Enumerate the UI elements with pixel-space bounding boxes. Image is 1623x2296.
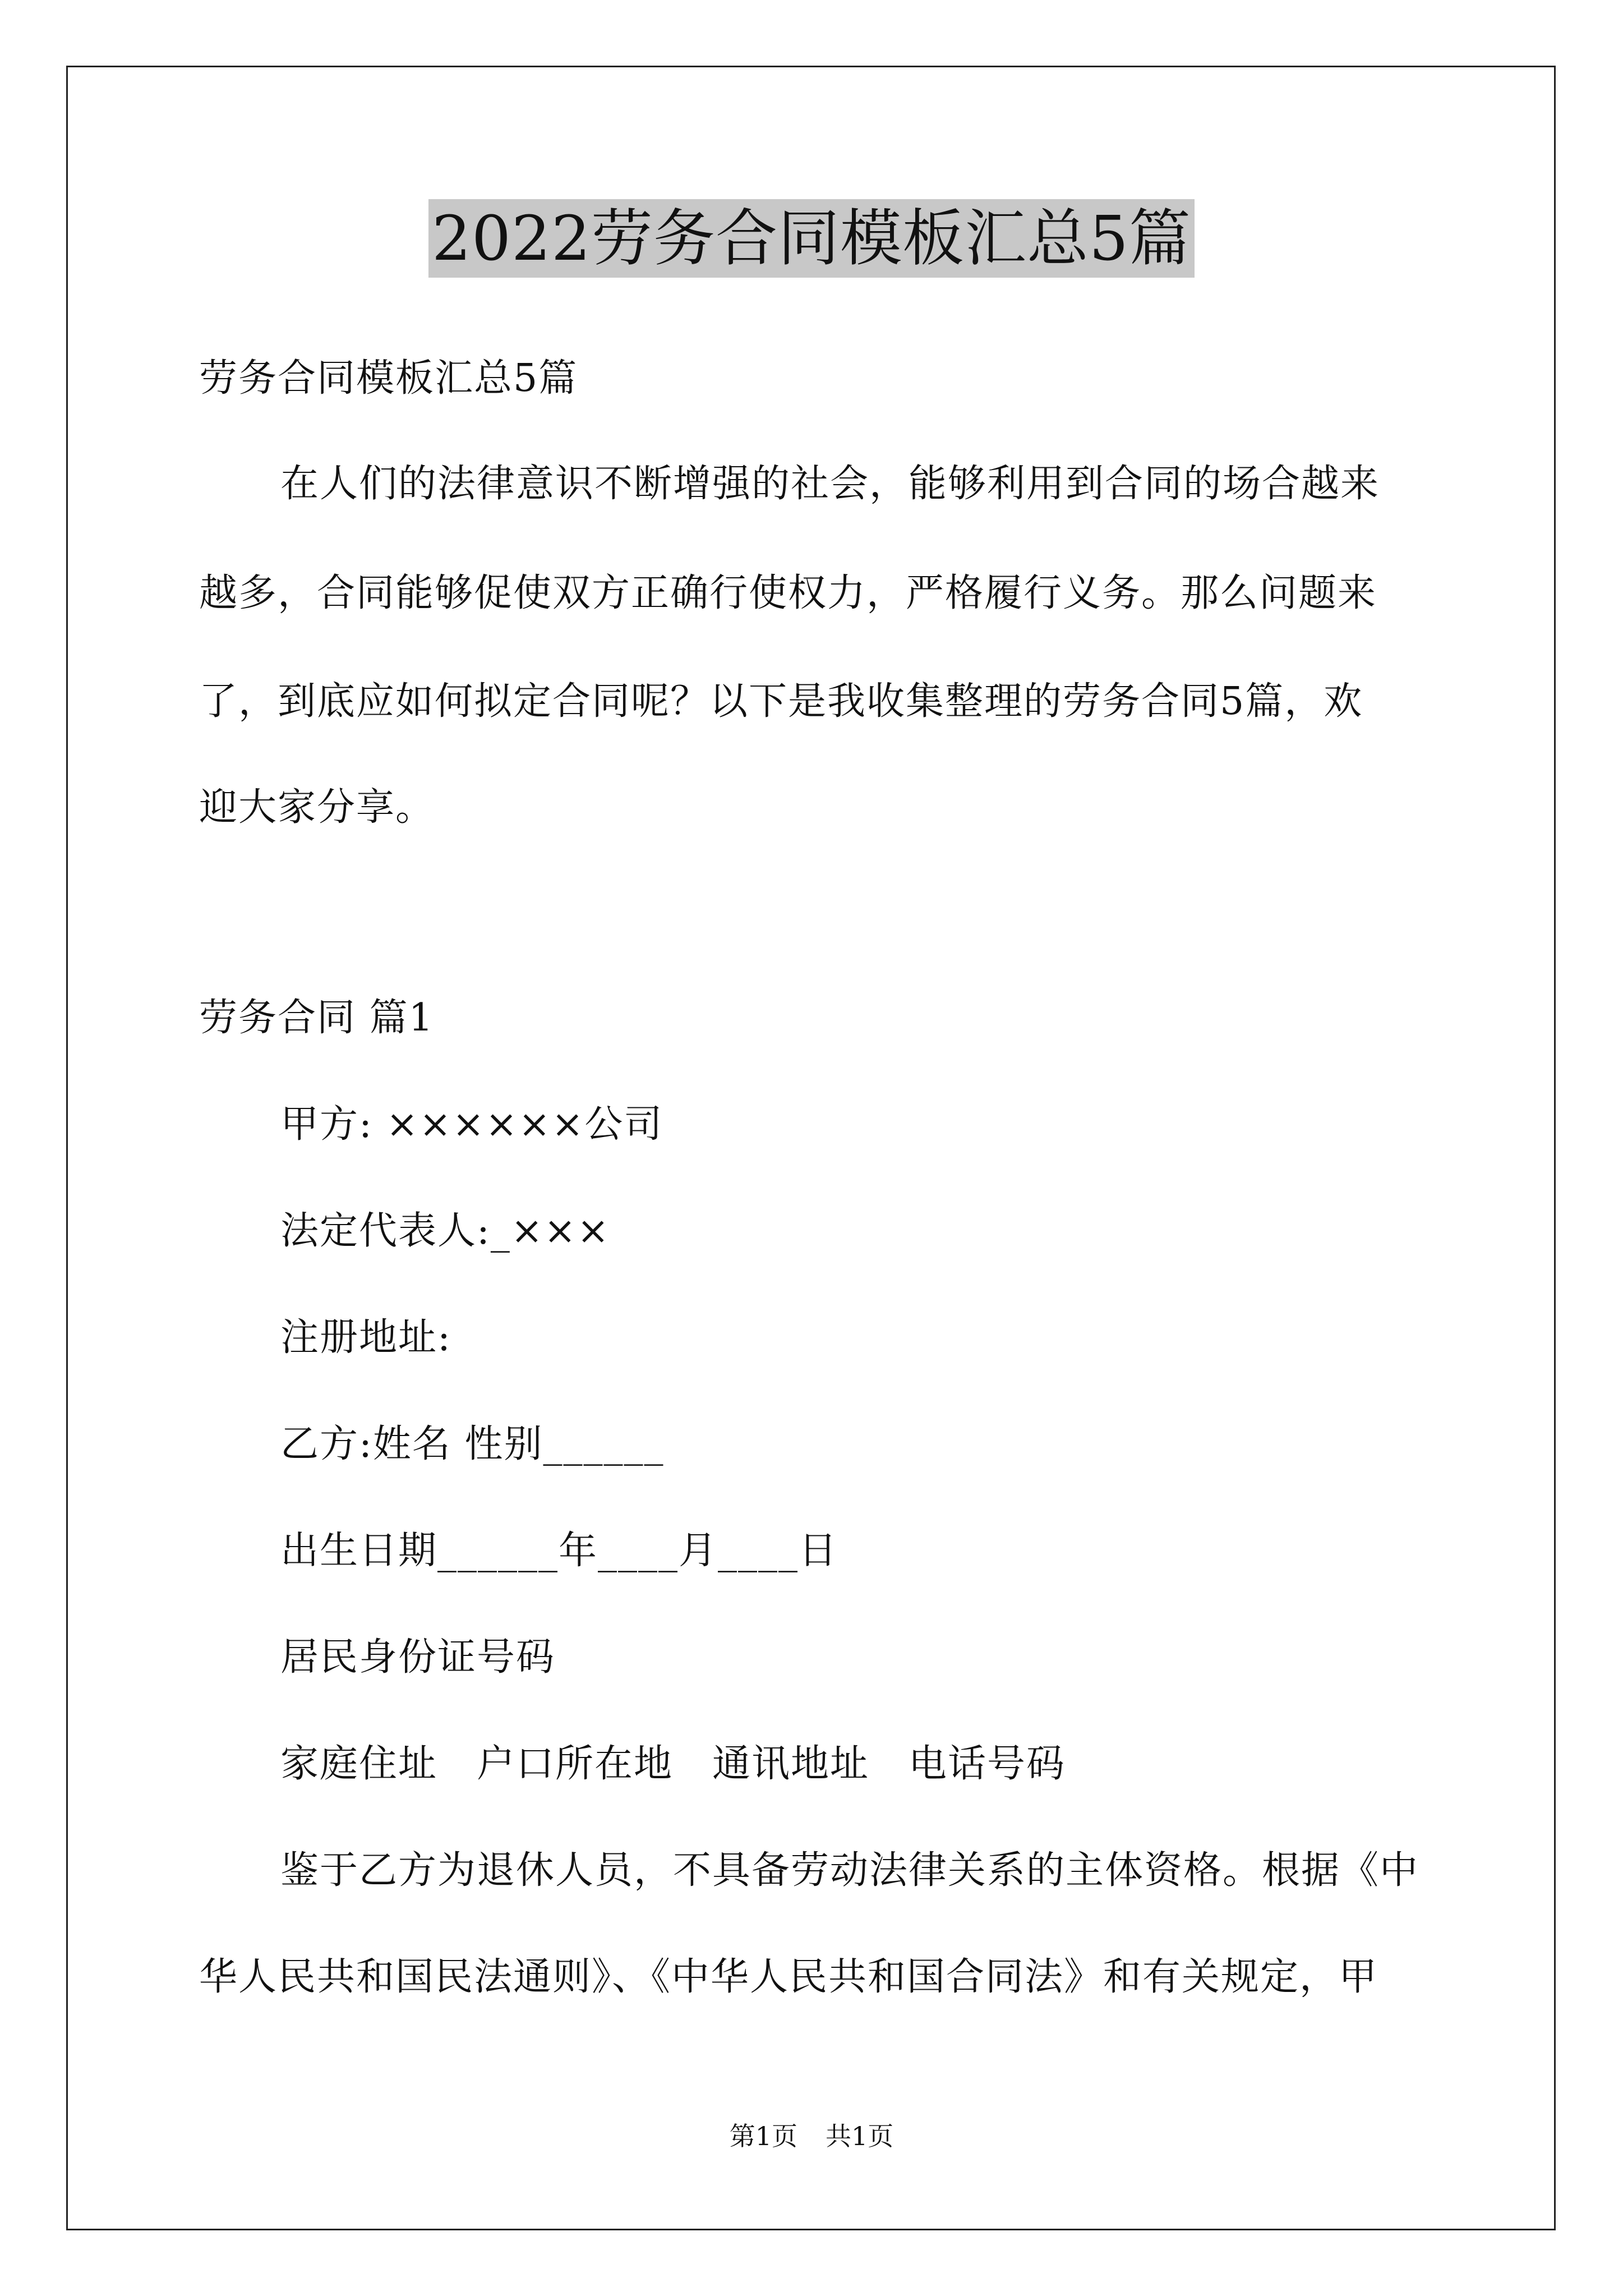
home-address-label: 家庭住址 — [280, 1742, 438, 1786]
body-line: 鉴于乙方为退休人员，不具备劳动法律关系的主体资格。根据《中 — [280, 1848, 1419, 1893]
page-total: 共1页 — [826, 2121, 894, 2151]
mailing-address-label: 通讯地址 — [712, 1742, 870, 1786]
household-registration-label: 户口所在地 — [477, 1742, 674, 1786]
body-line: 华人民共和国民法通则》、《中华人民共和国合同法》和有关规定，甲 — [199, 1955, 1378, 1999]
document-title: 2022劳务合同模板汇总5篇 — [428, 199, 1195, 278]
id-number: 居民身份证号码 — [280, 1635, 556, 1680]
page-current: 第1页 — [729, 2121, 797, 2151]
intro-line: 了，到底应如何拟定合同呢？以下是我收集整理的劳务合同5篇，欢 — [199, 679, 1363, 724]
section-heading: 劳务合同 篇1 — [199, 996, 434, 1040]
party-b: 乙方:姓名 性别______ — [280, 1422, 665, 1466]
intro-line: 在人们的法律意识不断增强的社会，能够利用到合同的场合越来 — [280, 462, 1380, 506]
birth-date: 出生日期______年____月____日 — [280, 1529, 838, 1573]
registered-address: 注册地址: — [280, 1315, 451, 1360]
party-a: 甲方: ××××××公司 — [280, 1102, 663, 1147]
subtitle: 劳务合同模板汇总5篇 — [199, 356, 578, 401]
title-container — [0, 199, 1623, 278]
intro-line: 越多，合同能够促使双方正确行使权力，严格履行义务。那么问题来 — [199, 571, 1377, 615]
phone-number-label: 电话号码 — [909, 1742, 1066, 1786]
intro-line: 迎大家分享。 — [199, 785, 435, 830]
contact-fields — [280, 1739, 1066, 1789]
legal-representative: 法定代表人:_××× — [280, 1209, 610, 1253]
page-footer — [0, 2119, 1623, 2153]
